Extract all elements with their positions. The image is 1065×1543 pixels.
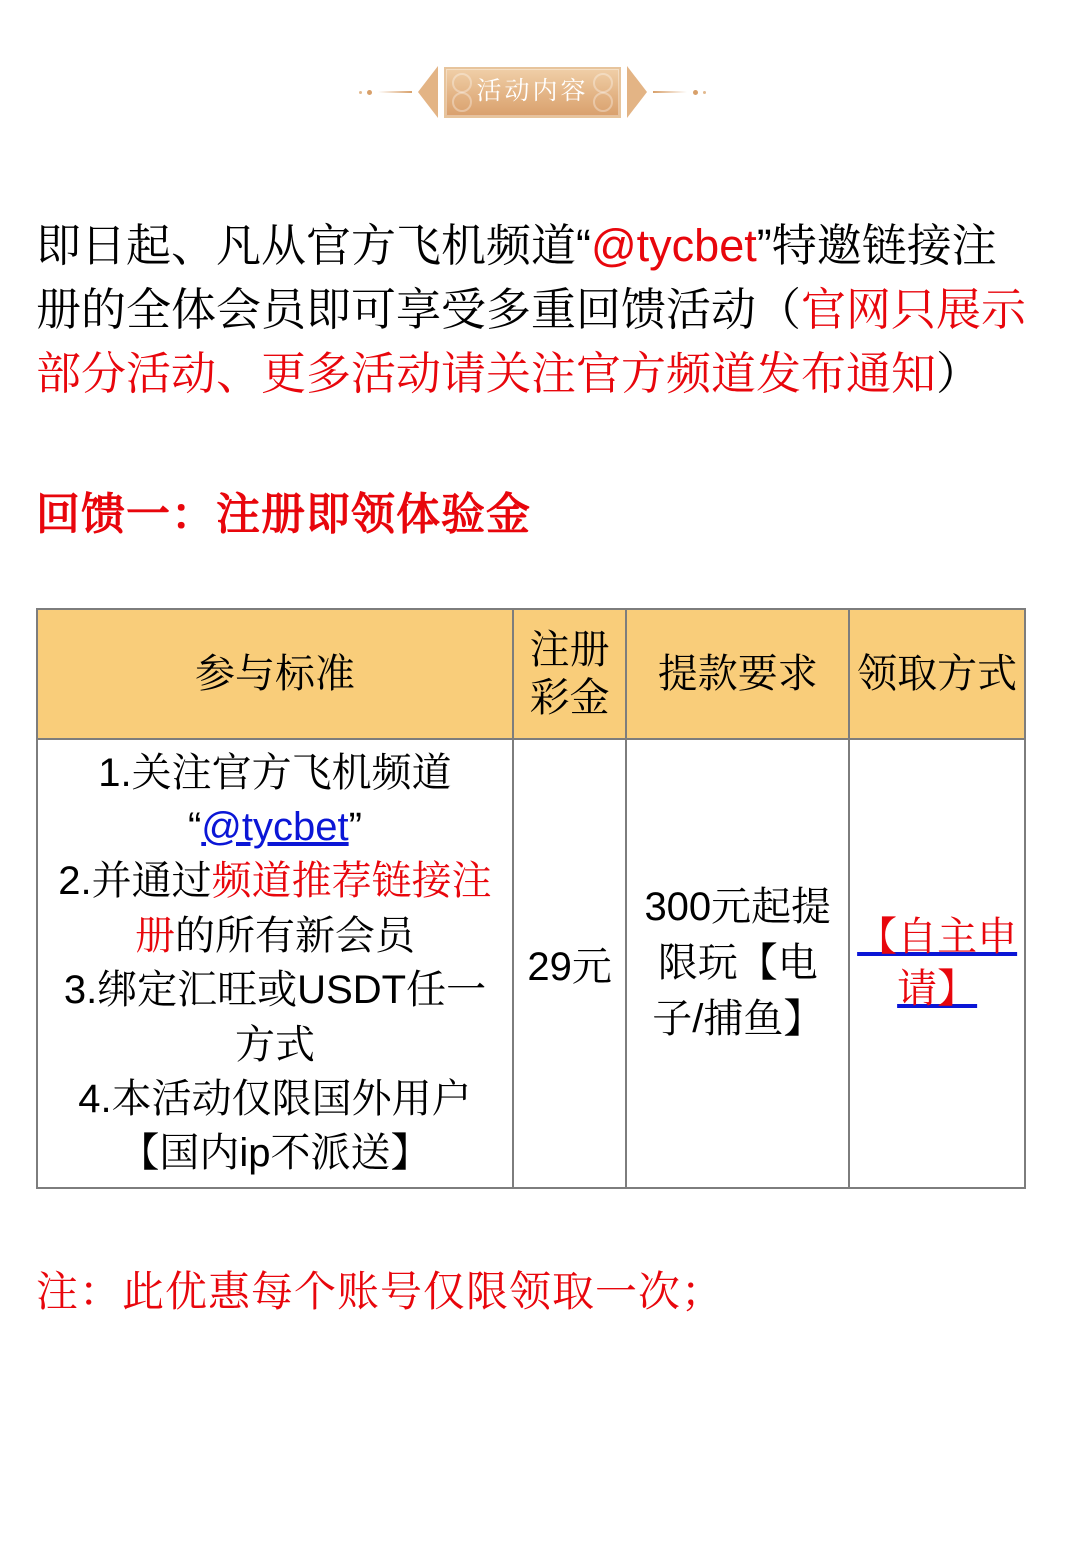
criteria-line-2 [44,854,506,963]
withdraw-line-1: 300元起提 [644,885,832,930]
activity-banner [0,0,1065,128]
intro-part2: ”特邀链接注册的全体会员即可享受多重回馈活动（ [36,220,997,335]
table-header-criteria: 参与标准 [37,609,513,739]
intro-part4: ） [936,347,982,399]
criteria-line-2-highlight: 频道推荐链接注册 [134,859,492,958]
quote-open: “ [187,805,202,850]
banner-left-dots [359,90,372,95]
quote-close: ” [348,805,362,850]
criteria-telegram-link[interactable]: @tycbet [201,805,349,850]
table-header-row [37,609,1025,739]
section-title-reward-one: 回馈一：注册即领体验金 [36,489,531,539]
banner-right-line [653,91,687,93]
promo-note: 注：此优惠每个账号仅限领取一次； [36,1267,725,1315]
table-header-claim: 领取方式 [849,609,1025,739]
cell-criteria [37,739,513,1188]
table-header-bonus: 注册彩金 [513,609,626,739]
criteria-line-3: 3.绑定汇旺或USDT任一方式 [63,968,487,1067]
banner-inner [359,66,705,118]
plaque-corner-top-right-icon [593,73,613,93]
intro-paragraph [36,214,1029,406]
withdraw-line-2: 限玩【电子/捕鱼】 [652,941,824,1042]
banner-left-line [378,91,412,93]
cell-claim-method [849,739,1025,1188]
banner-title: 活动内容 [476,76,589,105]
criteria-line-1: 1.关注官方飞机频道 [98,750,452,795]
right-arrow-ornament-icon [627,66,647,118]
cell-withdraw-requirement [626,739,849,1188]
plaque-corner-bottom-right-icon [593,92,613,112]
promo-content [0,214,1065,1319]
table-header-withdraw: 提款要求 [626,609,849,739]
cell-bonus-amount: 29元 [513,739,626,1188]
left-arrow-ornament-icon [418,66,438,118]
banner-right-dots [693,90,706,95]
plaque-corner-top-left-icon [452,73,472,93]
plaque-corner-bottom-left-icon [452,92,472,112]
promo-table [36,608,1026,1189]
intro-part1: 即日起、凡从官方飞机频道“ [36,220,591,271]
banner-plaque [444,67,620,118]
table-row [37,739,1025,1188]
intro-part3: 官网只展示部分活动、更多活动请关注官方频道发布通知 [36,283,1027,399]
self-apply-link[interactable]: 【自主申请】 [857,915,1018,1012]
criteria-line-2-b: 的所有新会员 [174,913,415,958]
criteria-handle-line [44,800,506,854]
criteria-line-2-a: 2.并通过 [58,859,212,904]
telegram-handle: @tycbet [591,220,757,271]
criteria-line-4: 4.本活动仅限国外用户【国内ip不派送】 [78,1077,472,1176]
